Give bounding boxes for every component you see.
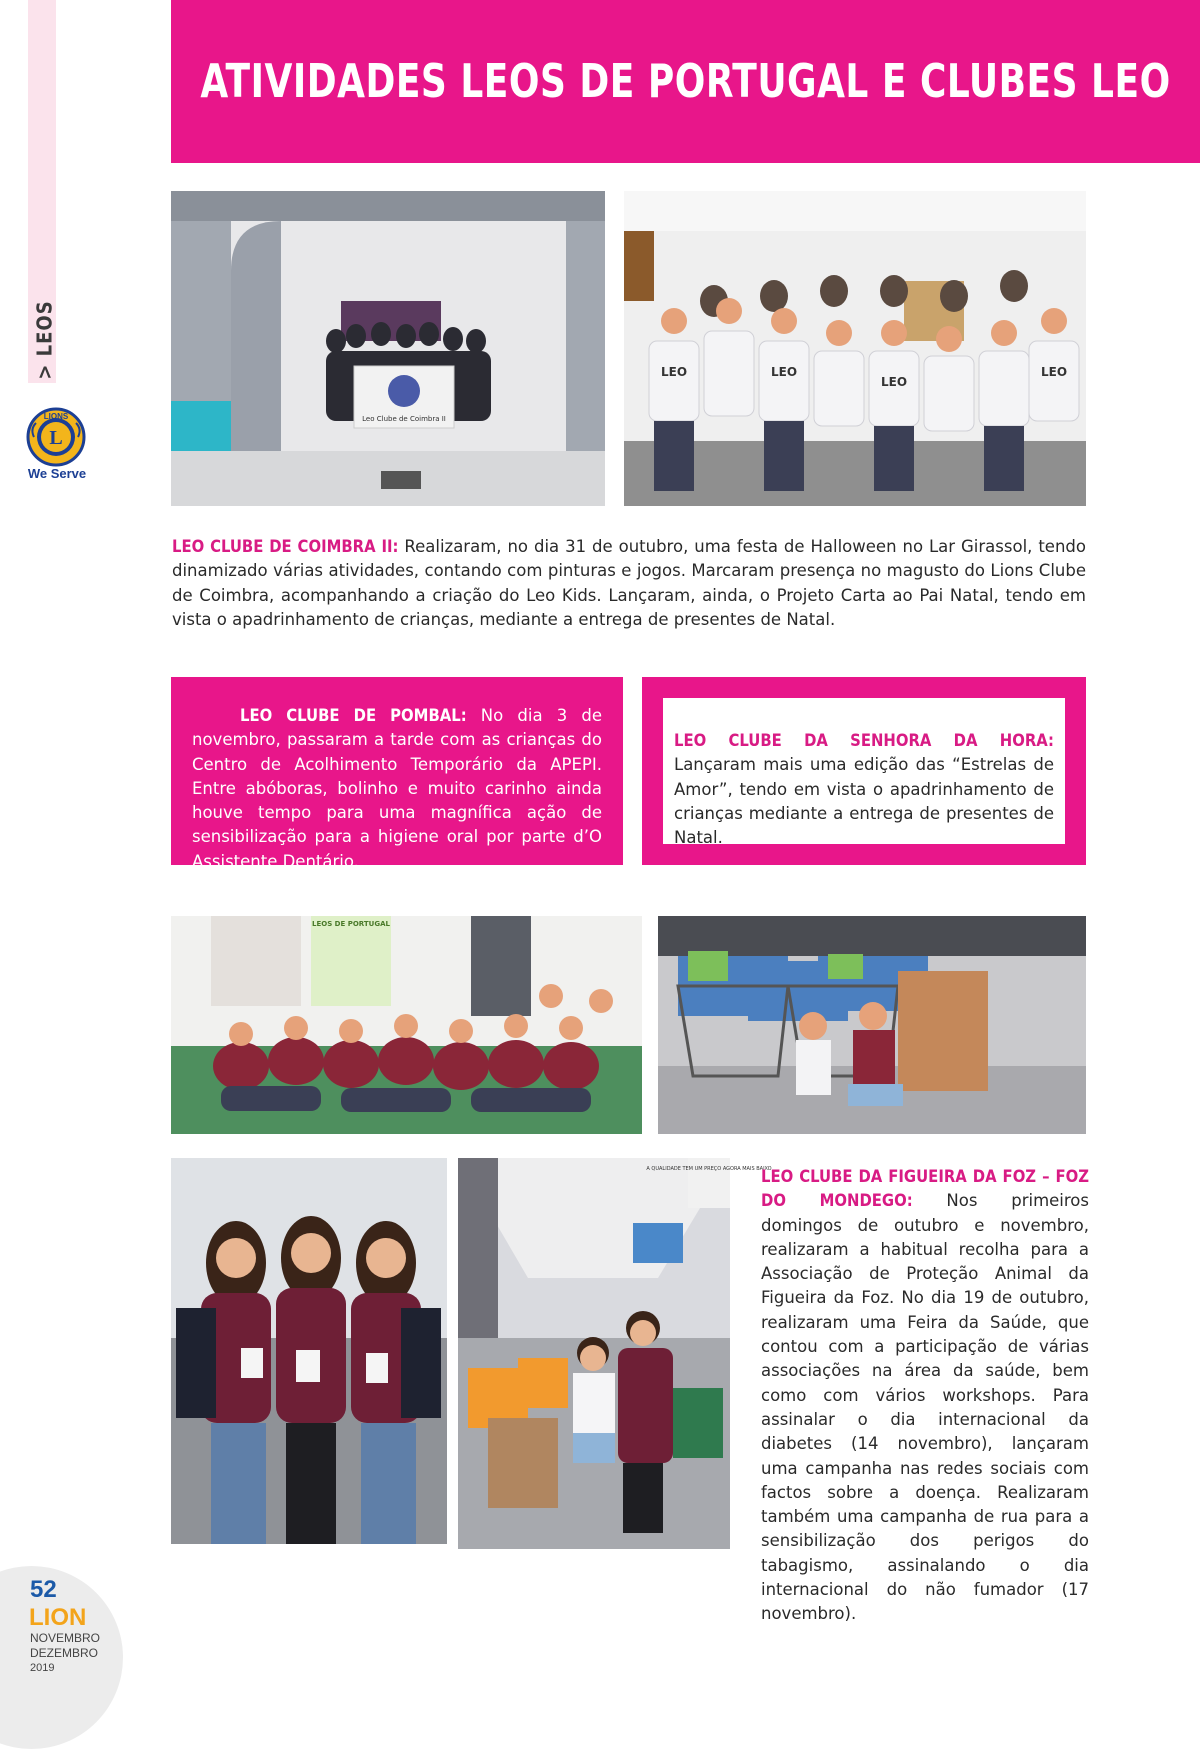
photo-figueira-mall-collection	[458, 1158, 772, 1549]
box-senhora-da-hora	[642, 677, 1086, 865]
lions-logo-text: LIONS	[43, 412, 69, 421]
lions-emblem-icon	[26, 407, 86, 467]
photo3-banner-text: LEOS DE PORTUGAL	[312, 920, 390, 928]
photo-coimbra-group	[171, 191, 605, 506]
photo1-banner-text: Leo Clube de Coimbra II	[362, 415, 446, 423]
article-text-senhora-da-hora: Lançaram mais uma edição das “Estrelas de Amor”, tendo em vista o apadrinhamento de crianças mediante a entrega de presentes de Natal.	[674, 755, 1054, 848]
photo6-sign-text: A QUALIDADE TEM UM PREÇO AGORA MAIS BAIXO	[646, 1166, 772, 1172]
club-name-figueira: LEO CLUBE DA FIGUEIRA DA FOZ – FOZ DO MONDEGO:	[761, 1167, 1089, 1211]
motto: We Serve	[27, 466, 87, 481]
article-coimbra	[172, 535, 1086, 632]
box-pombal	[171, 677, 623, 871]
section-label-text: > LEOS	[33, 300, 58, 380]
article-text-pombal: No dia 3 de novembro, passaram a tarde com as crianças do Centro de Acolhimento Temporário da APEPI. Entre abóboras, bolinho e muito carinho ainda houve tempo para uma magnífica ação de sensibilização para a higiene oral por parte d’O Assistente Dentário.	[192, 706, 602, 871]
photo-figueira-three-girls	[171, 1158, 447, 1544]
issue-year: 2019	[30, 1662, 55, 1674]
issue-month-2: DEZEMBRO	[30, 1646, 99, 1660]
photo2-shirt-text-2: LEO	[770, 365, 798, 379]
page-title: ATIVIDADES LEOS DE PORTUGAL E CLUBES LEO	[200, 55, 1171, 108]
svg-text:L: L	[49, 427, 63, 449]
article-figueira	[761, 1165, 1089, 1627]
photo-leo-kids-group	[624, 191, 1086, 506]
photo2-shirt-text-4: LEO	[1040, 365, 1068, 379]
article-pombal	[192, 704, 602, 871]
club-name-coimbra: LEO CLUBE DE COIMBRA II:	[172, 537, 399, 556]
photo2-shirt-text-3: LEO	[880, 375, 908, 389]
photo-pombal-group	[171, 916, 642, 1134]
club-name-senhora-da-hora: LEO CLUBE DA SENHORA DA HORA:	[674, 731, 1054, 750]
issue-month-1: NOVEMBRO	[30, 1631, 101, 1645]
page-number: 52	[30, 1576, 57, 1603]
article-text-figueira: Nos primeiros domingos de outubro e novembro, realizaram a habitual recolha para a Associação de Proteção Animal da Figueira da Foz. No dia 19 de outubro, realizaram uma Feira da Saúde, que contou com a participação de várias associações na área da saúde, bem como com vários workshops. Para assinalar o dia internacional da diabetes (14 novembro), lançaram uma campanha nas redes sociais com factos sobre a doença. Realizaram também uma campanha de rua para a sensibilização dos perigos do tabagismo, assinalando o dia internacional do não fumador (17 novembro).	[761, 1191, 1089, 1624]
photo-shopping-carts	[658, 916, 1086, 1134]
club-name-pombal: LEO CLUBE DE POMBAL:	[240, 706, 467, 725]
photo2-shirt-text-1: LEO	[660, 365, 688, 379]
section-label	[20, 300, 70, 380]
article-text-coimbra: Realizaram, no dia 31 de outubro, uma festa de Halloween no Lar Girassol, tendo dinamizado várias atividades, contando com pinturas e jogos. Marcaram presença no magusto do Lions Clube de Coimbra, acompanhando a criação do Leo Kids. Lançaram, ainda, o Projeto Carta ao Pai Natal, tendo em vista o apadrinhamento de crianças, mediante a entrega de presentes de Natal.	[172, 537, 1086, 629]
magazine-name: LION	[29, 1604, 87, 1631]
page-header	[171, 0, 1200, 163]
article-senhora-da-hora	[674, 729, 1054, 850]
